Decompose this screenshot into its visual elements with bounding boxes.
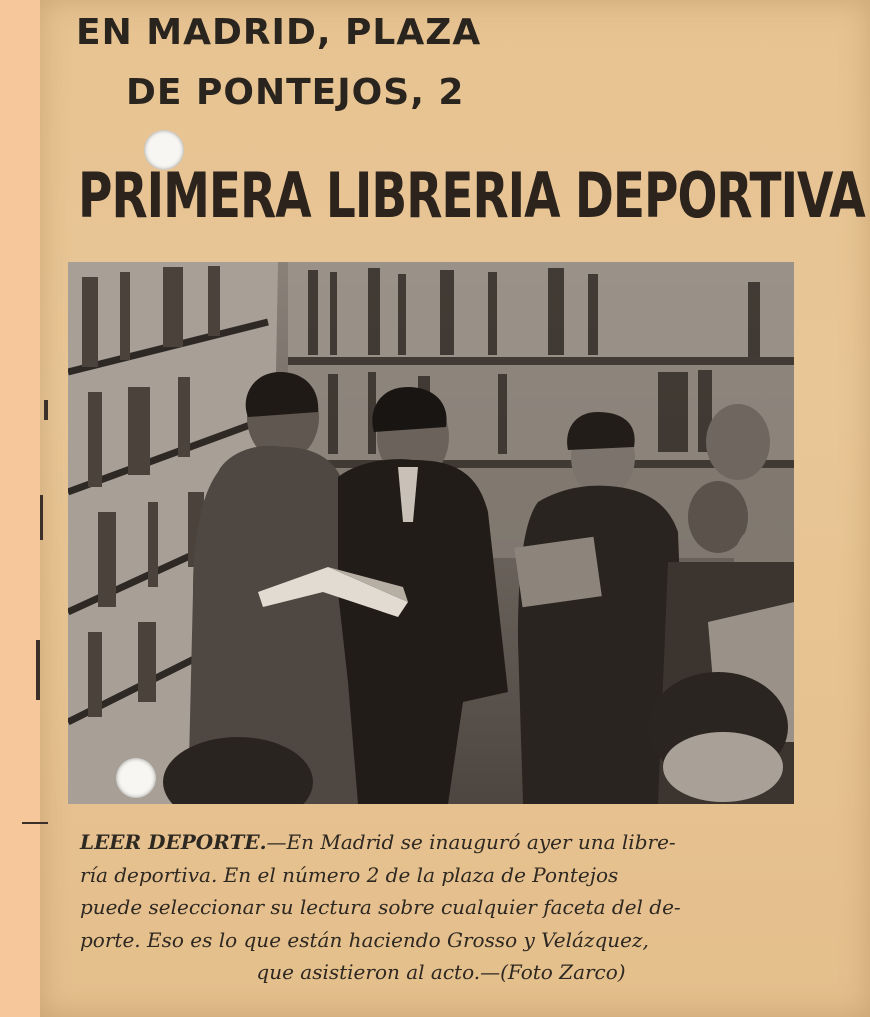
background-margin <box>0 0 44 1017</box>
edge-mark <box>40 495 43 540</box>
edge-mark <box>44 400 48 420</box>
bookstore-photo <box>68 262 794 804</box>
caption-line-5: que asistieron al acto.—(Foto Zarco) <box>256 960 626 984</box>
press-photo <box>68 262 794 804</box>
kicker-line-1: EN MADRID, PLAZA <box>76 12 482 53</box>
caption-line-1 <box>80 826 802 859</box>
edge-mark <box>22 822 48 824</box>
caption-line-1-rest: —En Madrid se inauguró ayer una libre- <box>266 830 676 854</box>
punch-hole-icon <box>116 758 156 798</box>
caption-line-3: puede seleccionar su lectura sobre cualquier faceta del de- <box>80 895 681 919</box>
headline: PRIMERA LIBRERIA DEPORTIVA <box>78 160 865 233</box>
caption-line-2: ría deportiva. En el número 2 de la plaza de Pontejos <box>80 862 619 887</box>
caption-line-4: porte. Eso es lo que están haciendo Grosso y Velázquez, <box>80 927 649 952</box>
kicker-line-2: DE PONTEJOS, 2 <box>126 72 465 113</box>
edge-mark <box>36 640 40 700</box>
photo-caption <box>80 826 802 989</box>
caption-lead: LEER DEPORTE. <box>80 830 267 854</box>
